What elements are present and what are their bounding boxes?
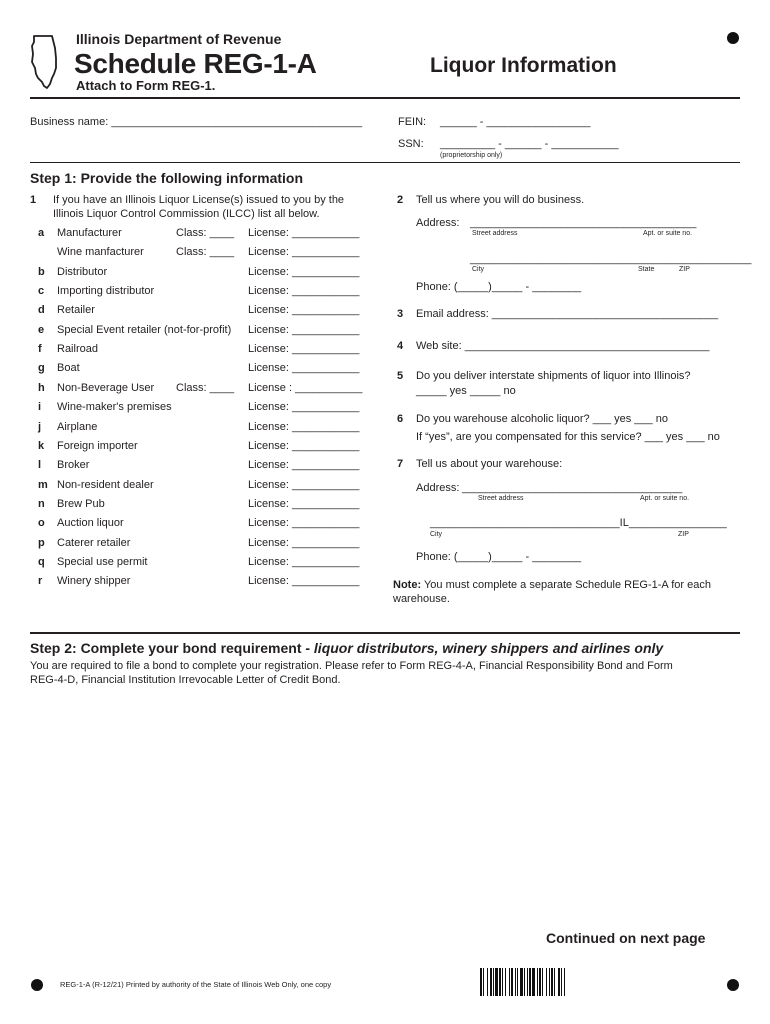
warehouse-street-caption: Street address (478, 495, 524, 502)
warehouse-address-label: Address: (416, 482, 460, 494)
license-row-letter: k (38, 440, 45, 452)
question-5-number: 5 (397, 370, 404, 382)
website-field[interactable]: Web site: ________________________________________ (416, 340, 710, 352)
ssn-field[interactable]: _________ - ______ - ___________ (440, 138, 619, 150)
license-type-label: Special use permit (57, 556, 148, 568)
warehouse-zip-caption: ZIP (678, 531, 689, 538)
license-row-letter: h (38, 382, 45, 394)
license-type-label: Foreign importer (57, 440, 138, 452)
license-row-letter: o (38, 517, 45, 529)
barcode-bar (480, 968, 482, 996)
barcode-bar (551, 968, 553, 996)
barcode-bar (561, 968, 562, 996)
warehouse-apt-caption: Apt. or suite no. (640, 495, 690, 502)
license-row-letter: i (38, 401, 42, 413)
barcode-bar (520, 968, 523, 996)
license-class-field[interactable]: Class: ____ (176, 227, 235, 239)
license-type-label: Non-Beverage User (57, 382, 155, 394)
license-number-field[interactable]: License: ___________ (248, 401, 360, 413)
ssn-note: (proprietorship only) (440, 152, 503, 159)
top-fields-rule (30, 162, 740, 163)
zip-caption: ZIP (679, 266, 690, 273)
license-row-letter: l (38, 459, 42, 471)
form-title: Schedule REG-1-A (74, 48, 317, 79)
fein-label: FEIN: (398, 116, 427, 128)
license-number-field[interactable]: License: ___________ (248, 324, 360, 336)
license-number-field[interactable]: License: ___________ (248, 362, 360, 374)
question-1-text-2: Illinois Liquor Control Commission (ILCC) list all below. (53, 208, 320, 220)
warehouse-street-field[interactable]: ____________________________________ (462, 482, 683, 494)
business-phone-field[interactable]: Phone: (_____)_____ - ________ (416, 281, 582, 293)
form-subtitle: Attach to Form REG-1. (76, 78, 216, 93)
license-type-label: Wine manfacturer (57, 246, 144, 258)
step2-rule (30, 632, 740, 634)
barcode-bar (524, 968, 525, 996)
barcode-bar (517, 968, 518, 996)
question-7-text: Tell us about your warehouse: (416, 458, 563, 470)
license-number-field[interactable]: License: ___________ (248, 459, 360, 471)
barcode-bar (511, 968, 513, 996)
warehouse-question[interactable]: Do you warehouse alcoholic liquor? ___ yes ___ no (416, 413, 668, 425)
step2-text-1: You are required to file a bond to complete your registration. Please refer to Form REG-4-A, Financial Responsibility Bond and Form (30, 660, 673, 672)
registration-mark-bottom-left (31, 979, 43, 991)
license-row-letter: a (38, 227, 45, 239)
license-row-letter: d (38, 304, 45, 316)
license-type-label: Retailer (57, 304, 95, 316)
license-number-field[interactable]: License: ___________ (248, 285, 360, 297)
license-number-field[interactable]: License: ___________ (248, 421, 360, 433)
license-type-label: Airplane (57, 421, 98, 433)
license-number-field[interactable]: License: ___________ (248, 246, 360, 258)
license-type-label: Winery shipper (57, 575, 131, 587)
apt-caption: Apt. or suite no. (643, 230, 693, 237)
question-7-number: 7 (397, 458, 404, 470)
question-2-text: Tell us where you will do business. (416, 194, 585, 206)
section-title: Liquor Information (430, 54, 617, 77)
barcode-bar (493, 968, 494, 996)
street-address-caption: Street address (472, 230, 518, 237)
note-label: Note: (393, 579, 422, 591)
license-row-letter: m (38, 479, 48, 491)
license-type-label: Manufacturer (57, 227, 122, 239)
license-class-field[interactable]: Class: ____ (176, 382, 235, 394)
business-city-field[interactable]: ______________________________________________ (470, 253, 752, 265)
license-number-field[interactable]: License: ___________ (248, 479, 360, 491)
barcode-bar (509, 968, 510, 996)
interstate-shipments-answers[interactable]: _____ yes _____ no (416, 385, 516, 397)
license-row-letter: f (38, 343, 42, 355)
license-type-label: Wine-maker's premises (57, 401, 172, 413)
department-name: Illinois Department of Revenue (76, 31, 282, 47)
license-type-label: Railroad (57, 343, 98, 355)
email-field[interactable]: Email address: _____________________________________ (416, 308, 719, 320)
header-rule (30, 97, 740, 99)
ssn-label: SSN: (398, 138, 424, 150)
question-5-text: Do you deliver interstate shipments of liquor into Illinois? (416, 370, 691, 382)
barcode-bar (490, 968, 492, 996)
barcode-bar (532, 968, 535, 996)
business-street-field[interactable]: _____________________________________ (470, 217, 697, 229)
barcode-bar (487, 968, 488, 996)
question-2-number: 2 (397, 194, 404, 206)
license-number-field[interactable]: License: ___________ (248, 440, 360, 452)
question-3-number: 3 (397, 308, 404, 320)
barcode-bar (546, 968, 547, 996)
license-row-letter: j (38, 421, 42, 433)
license-type-label: Boat (57, 362, 80, 374)
warehouse-compensation-question[interactable]: If “yes”, are you compensated for this service? ___ yes ___ no (416, 431, 720, 443)
license-row-letter: q (38, 556, 45, 568)
license-number-field[interactable]: License: ___________ (248, 498, 360, 510)
license-class-field[interactable]: Class: ____ (176, 246, 235, 258)
license-number-field[interactable]: License : ___________ (248, 382, 363, 394)
barcode-bar (549, 968, 550, 996)
city-caption: City (472, 266, 485, 273)
barcode-bar (539, 968, 541, 996)
warehouse-phone-field[interactable]: Phone: (_____)_____ - ________ (416, 551, 582, 563)
continued-on-next-page: Continued on next page (546, 930, 706, 946)
barcode-bar (483, 968, 484, 996)
license-row-letter: b (38, 266, 45, 278)
note-text: You must complete a separate Schedule REG-1-A for each (421, 579, 711, 591)
license-number-field[interactable]: License: ___________ (248, 556, 360, 568)
license-type-label: Brew Pub (57, 498, 105, 510)
step1-heading: Step 1: Provide the following information (30, 170, 304, 186)
registration-mark-bottom-right (727, 979, 739, 991)
license-type-label: Non-resident dealer (57, 479, 154, 491)
license-type-label: Distributor (57, 266, 108, 278)
step2-heading-italic: liquor distributors, winery shippers and airlines only (313, 640, 664, 656)
license-row-letter: c (38, 285, 45, 297)
barcode-bar (529, 968, 531, 996)
license-number-field[interactable]: License: ___________ (248, 537, 360, 549)
barcode-bar (499, 968, 501, 996)
barcode-bar (495, 968, 498, 996)
barcode (480, 968, 605, 996)
license-row-letter: n (38, 498, 45, 510)
barcode-bar (564, 968, 565, 996)
barcode-bar (505, 968, 506, 996)
step2-text-2: REG-4-D, Financial Institution Irrevocable Letter of Credit Bond. (30, 674, 341, 686)
step2-heading-text: Step 2: Complete your bond requirement - (30, 640, 314, 656)
fein-field[interactable]: ______ - _________________ (440, 116, 591, 128)
license-type-label: Broker (57, 459, 90, 471)
license-number-field[interactable]: License: ___________ (248, 343, 360, 355)
illinois-map-icon (30, 34, 60, 90)
form-revision-info: REG-1-A (R-12/21) Printed by authority of the State of Illinois Web Only, one copy (60, 980, 332, 989)
question-6-number: 6 (397, 413, 404, 425)
question-1-text: If you have an Illinois Liquor License(s) issued to you by the (53, 194, 345, 206)
question-4-number: 4 (397, 340, 404, 352)
barcode-bar (558, 968, 560, 996)
business-name-field[interactable]: Business name: _________________________________________ (30, 116, 363, 128)
license-number-field[interactable]: License: ___________ (248, 227, 360, 239)
license-row-letter: g (38, 362, 45, 374)
license-number-field[interactable]: License: ___________ (248, 517, 360, 529)
state-caption: State (638, 266, 655, 273)
license-number-field[interactable]: License: ___________ (248, 304, 360, 316)
question-1-number: 1 (30, 194, 37, 206)
barcode-bar (554, 968, 555, 996)
license-number-field[interactable]: License: ___________ (248, 575, 360, 587)
barcode-bar (515, 968, 516, 996)
license-number-field[interactable]: License: ___________ (248, 266, 360, 278)
license-type-label: Special Event retailer (not-for-profit) (57, 324, 232, 336)
step2-heading (30, 640, 663, 656)
barcode-bar (542, 968, 543, 996)
registration-mark-top-right (727, 32, 739, 44)
warehouse-city-caption: City (430, 531, 443, 538)
business-address-label: Address: (416, 217, 460, 229)
warehouse-city-field[interactable]: _______________________________IL________________ (430, 517, 727, 529)
barcode-bar (537, 968, 538, 996)
barcode-bar (527, 968, 528, 996)
warehouse-note-line-2: warehouse. (393, 593, 450, 605)
license-type-label: Importing distributor (57, 285, 155, 297)
license-row-letter: e (38, 324, 45, 336)
license-type-label: Caterer retailer (57, 537, 131, 549)
license-row-letter: p (38, 537, 45, 549)
license-row-letter: r (38, 575, 43, 587)
license-type-label: Auction liquor (57, 517, 124, 529)
barcode-bar (502, 968, 503, 996)
warehouse-note (393, 579, 711, 591)
